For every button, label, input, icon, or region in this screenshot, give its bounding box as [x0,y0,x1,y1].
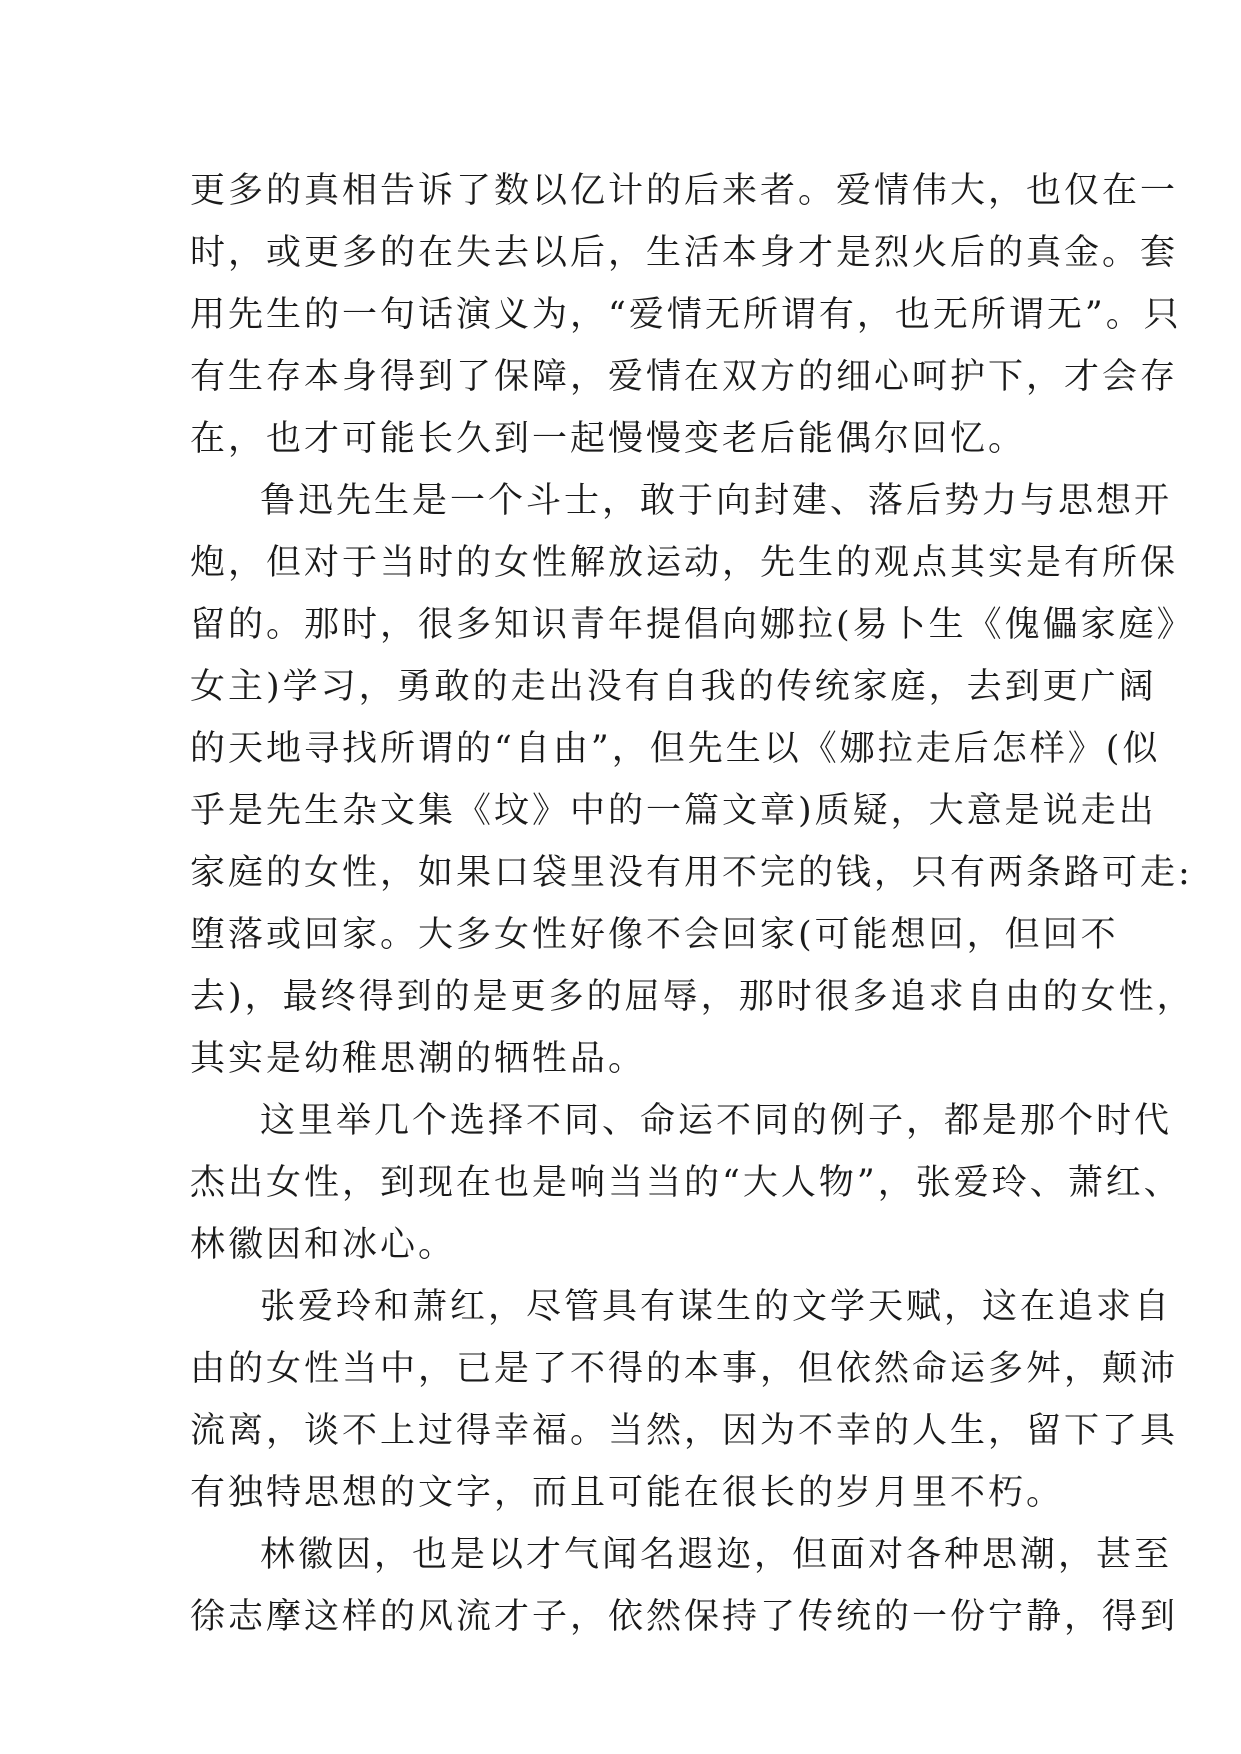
text-line: 去)，最终得到的是更多的屈辱，那时很多追求自由的女性， [190,977,1195,1017]
text-line: 堕落或回家。大多女性好像不会回家(可能想回，但回不 [190,915,1119,955]
text-line: 在，也才可能长久到一起慢慢变老后能偶尔回忆。 [190,419,1027,459]
paragraph-first-line: 鲁迅先生是一个斗士，敢于向封建、落后势力与思想开 [260,481,1173,521]
text-line: 林徽因和冰心。 [190,1225,457,1265]
text-line: 有生存本身得到了保障，爱情在双方的细心呵护下，才会存 [190,357,1179,397]
text-line: 女主)学习，勇敢的走出没有自我的传统家庭，去到更广阔 [190,667,1157,707]
text-line: 炮，但对于当时的女性解放运动，先生的观点其实是有所保 [190,543,1179,583]
body-text [190,160,1195,1648]
text-line: 留的。那时，很多知识青年提倡向娜拉(易卜生《傀儡家庭》 [190,605,1195,645]
text-line: 徐志摩这样的风流才子，依然保持了传统的一份宁静，得到 [190,1597,1179,1637]
text-line: 家庭的女性，如果口袋里没有用不完的钱，只有两条路可走: [190,853,1193,893]
text-line: 乎是先生杂文集《坟》中的一篇文章)质疑，大意是说走出 [190,791,1157,831]
text-line: 由的女性当中，已是了不得的本事，但依然命运多舛，颠沛 [190,1349,1179,1389]
text-line: 流离，谈不上过得幸福。当然，因为不幸的人生，留下了具 [190,1411,1179,1451]
text-line: 用先生的一句话演义为，“爱情无所谓有，也无所谓无”。只 [190,295,1182,335]
paragraph-first-line: 张爱玲和萧红，尽管具有谋生的文学天赋，这在追求自 [260,1287,1173,1327]
text-line: 时，或更多的在失去以后，生活本身才是烈火后的真金。套 [190,233,1179,273]
paragraph-first-line: 这里举几个选择不同、命运不同的例子，都是那个时代 [260,1101,1173,1141]
text-line: 杰出女性，到现在也是响当当的“大人物”，张爱玲、萧红、 [190,1163,1182,1203]
paragraph-first-line: 林徽因，也是以才气闻名遐迩，但面对各种思潮，甚至 [260,1535,1173,1575]
text-line: 更多的真相告诉了数以亿计的后来者。爱情伟大，也仅在一 [190,171,1179,211]
text-line: 有独特思想的文字，而且可能在很长的岁月里不朽。 [190,1473,1065,1513]
text-line: 的天地寻找所谓的“自由”，但先生以《娜拉走后怎样》(似 [190,729,1161,769]
text-line: 其实是幼稚思潮的牺牲品。 [190,1039,647,1079]
